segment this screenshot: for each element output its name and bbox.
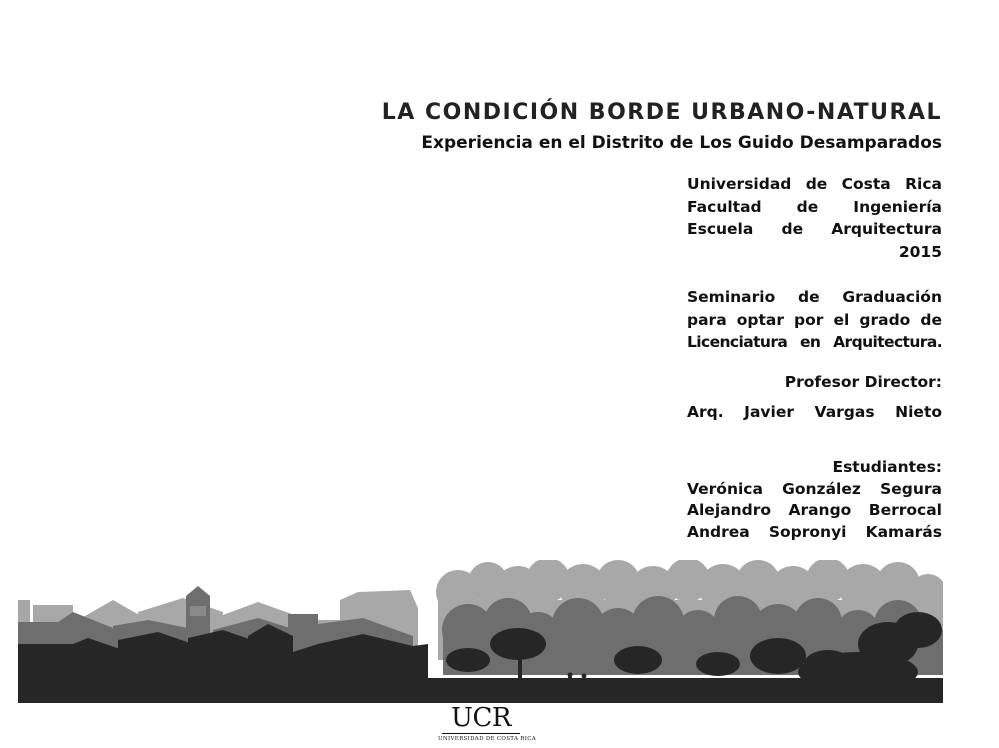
student-name: Alejandro Arango Berrocal [687, 501, 942, 519]
ucr-logo [438, 703, 536, 742]
student-name: Verónica González Segura [687, 479, 942, 498]
year: 2015 [898, 242, 942, 261]
director-label: Profesor Director: [784, 373, 942, 391]
thesis-block [687, 286, 942, 354]
students-label: Estudiantes: [832, 458, 942, 476]
thesis-line-3: Licenciatura en Arquitectura. [687, 333, 942, 351]
student-name: Andrea Sopronyi Kamarás [687, 522, 942, 541]
page-title: LA CONDICIÓN BORDE URBANO-NATURAL [381, 100, 942, 125]
university-name: Universidad de Costa Rica [687, 175, 942, 193]
ucr-logo-caption: UNIVERSIDAD DE COSTA RICA [438, 736, 536, 742]
urban-nature-skyline-illustration [18, 560, 943, 703]
ucr-logo-mark: UCR [451, 703, 511, 733]
director-name: Arq. Javier Vargas Nieto [687, 402, 942, 421]
school-name: Escuela de Arquitectura [687, 220, 942, 238]
ucr-logo-rule [442, 733, 520, 734]
page-subtitle: Experiencia en el Distrito de Los Guido Desamparados [421, 133, 942, 153]
director-block [687, 371, 942, 423]
institution-block [687, 173, 942, 263]
faculty-name: Facultad de Ingeniería [687, 197, 942, 216]
thesis-line-1: Seminario de Graduación [687, 288, 942, 306]
ground [18, 690, 943, 703]
students-block [687, 456, 942, 543]
thesis-line-2: para optar por el grado de [687, 310, 942, 329]
